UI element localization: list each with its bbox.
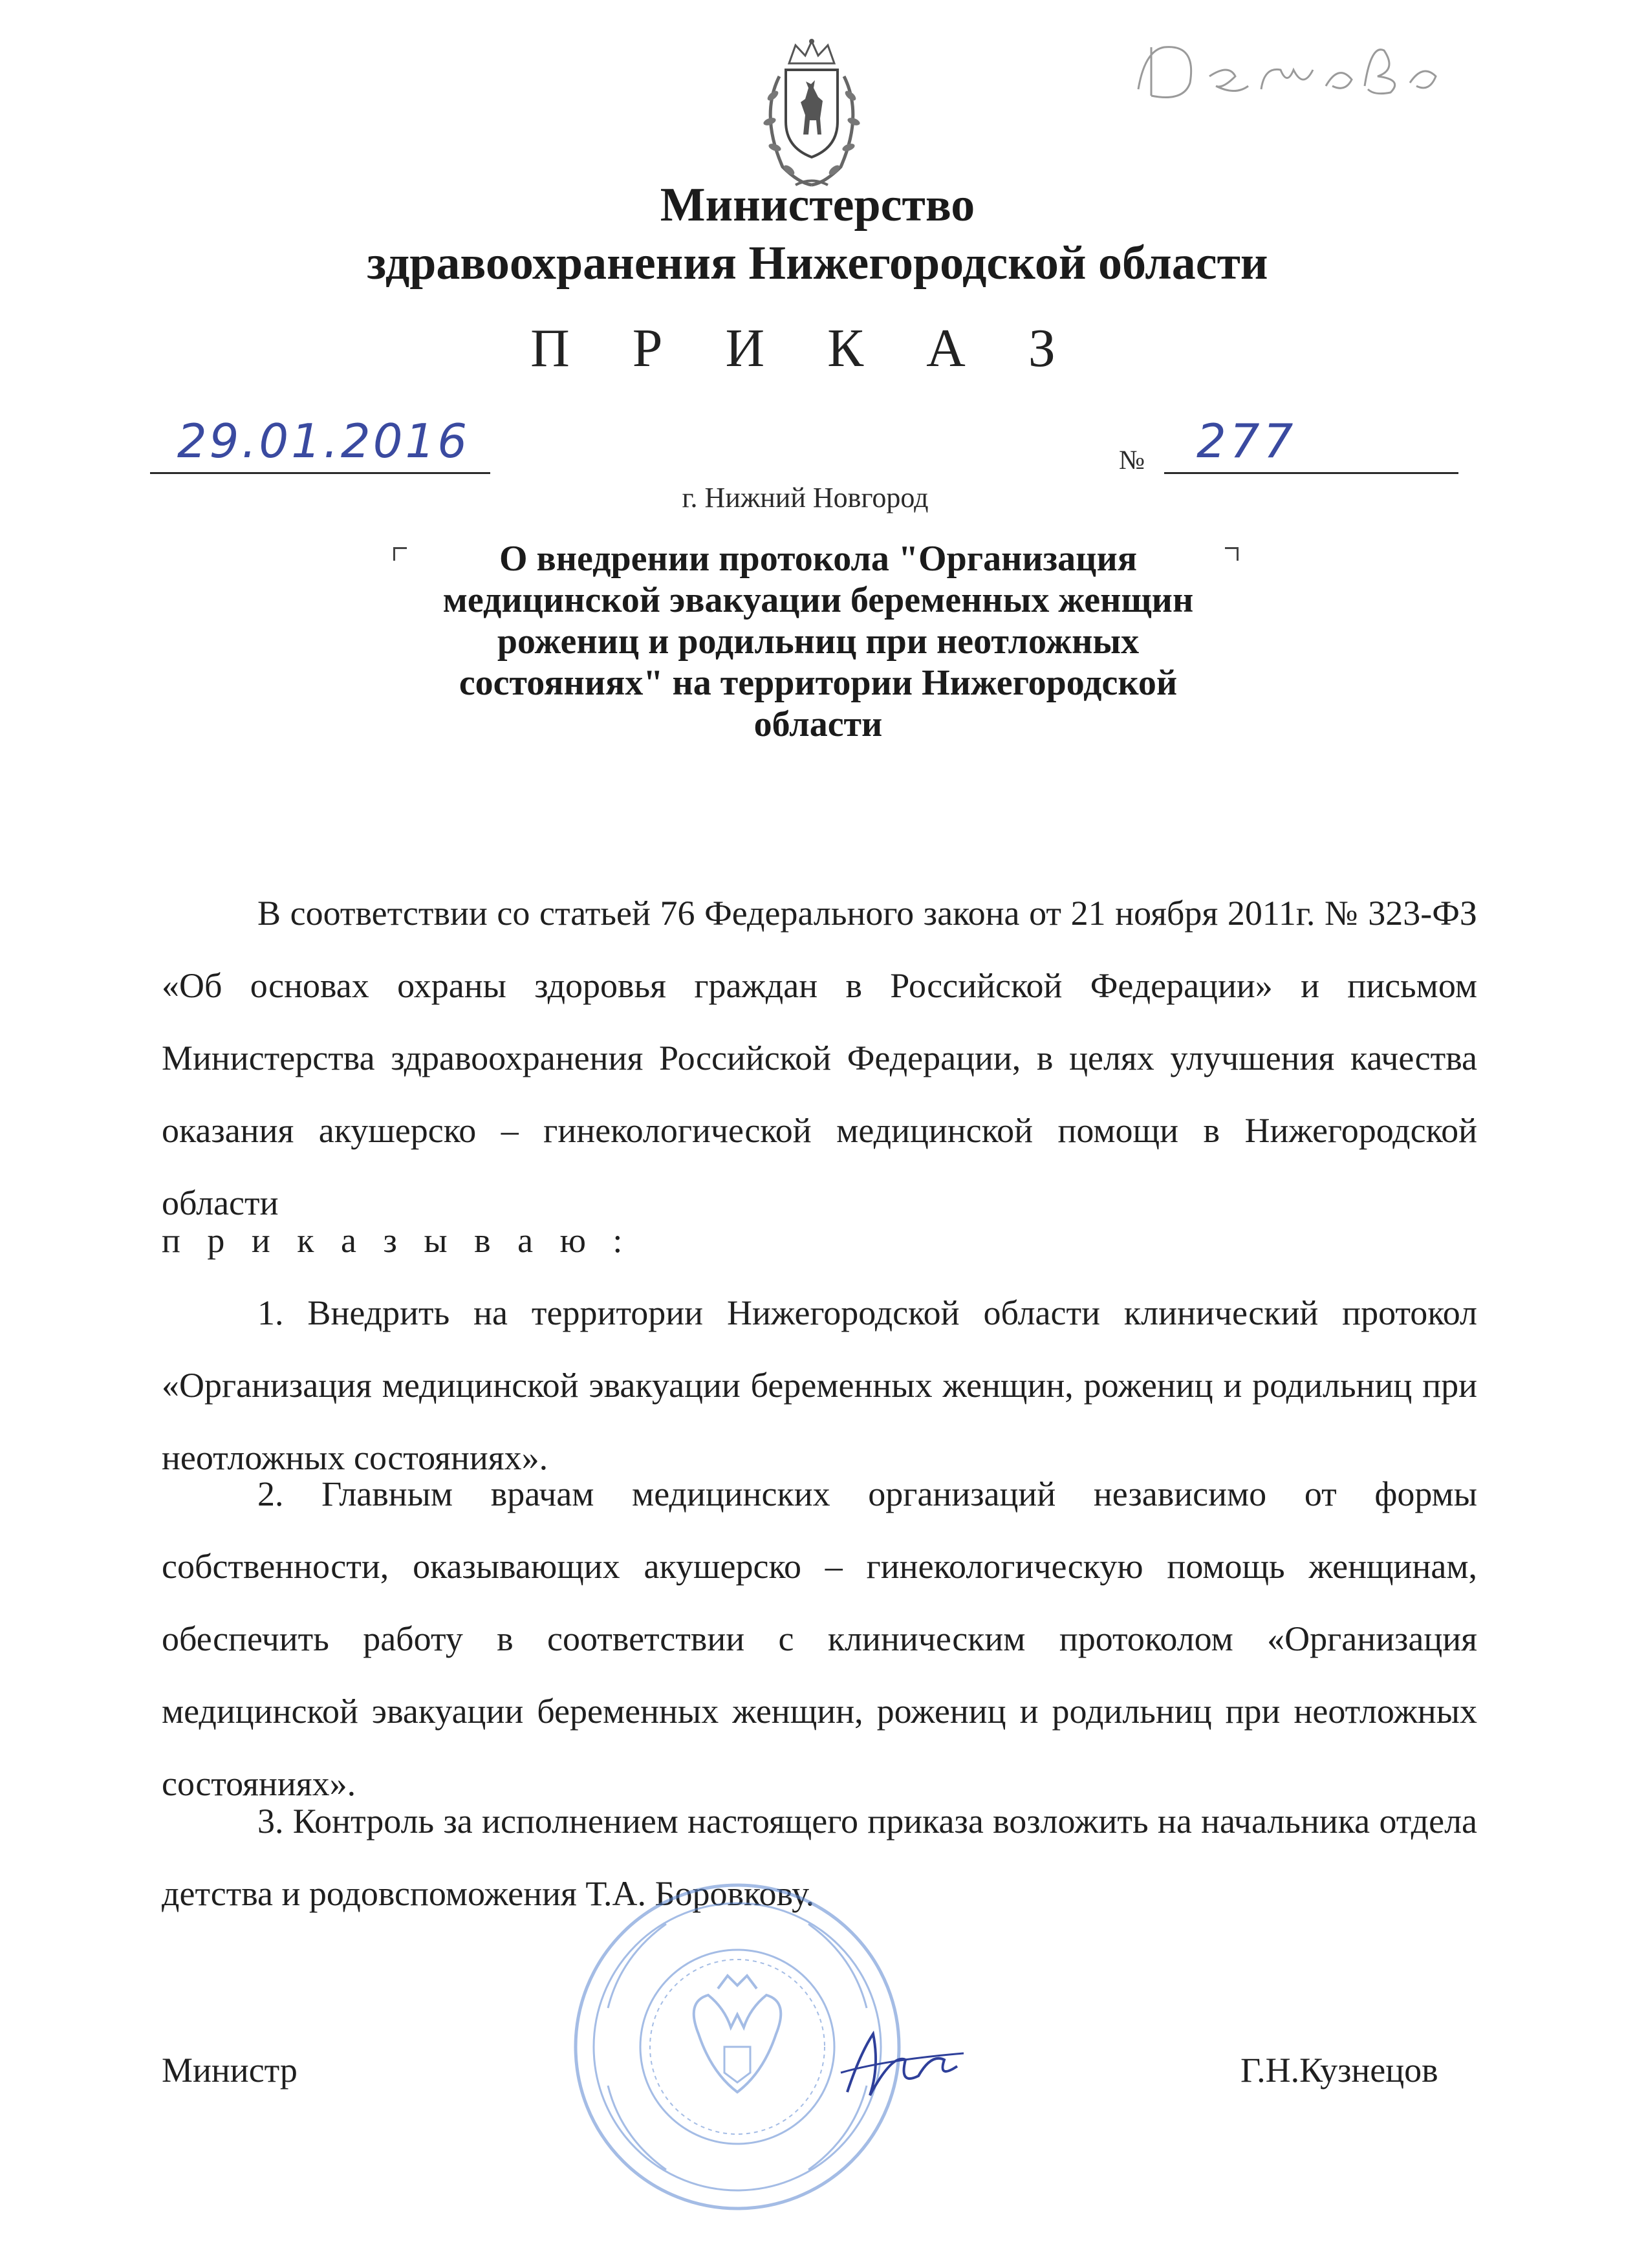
signer-name: Г.Н.Кузнецов [1240, 2051, 1438, 2090]
order-number: 277 [1196, 414, 1297, 468]
orders-word: п р и к а з ы в а ю : [162, 1221, 632, 1260]
coat-of-arms-icon [744, 38, 880, 193]
subject-line: состояниях" на территории Нижегородской [459, 663, 1178, 703]
ministry-name-line-2: здравоохранения Нижегородской области [367, 237, 1268, 290]
subject-line: рожениц и родильниц при неотложных [497, 621, 1140, 662]
subject-line: О внедрении протокола "Организация [499, 539, 1138, 579]
signature-icon [834, 2014, 970, 2111]
subject-line: области [753, 704, 883, 744]
order-item-3: 3. Контроль за исполнением настоящего приказа возложить на начальника отдела детства и родовспоможения Т.А. Боровкову. [162, 1802, 1477, 1913]
order-heading: П Р И К А З [530, 318, 1080, 378]
number-sign: № [1119, 446, 1145, 475]
city-name: г. Нижний Новгород [682, 482, 929, 513]
order-item-2: 2. Главным врачам медицинских организаций независимо от формы собственности, оказывающих акушерско – гинекологическую помощь женщинам, обеспечить работу в соответствии с клиническим протоколом «Организация медицинской эвакуации беременных женщин, рожениц и родильниц при неотложных состояниях». [162, 1474, 1477, 1803]
handwritten-note-icon [1125, 25, 1462, 122]
order-item-1: 1. Внедрить на территории Нижегородской области клинический протокол «Организация медицинской эвакуации беременных женщин, рожениц и родильниц при неотложных состояниях». [162, 1293, 1477, 1477]
order-date: 29.01.2016 [177, 414, 470, 468]
order-subject [401, 538, 1235, 745]
subject-line: медицинской эвакуации беременных женщин [442, 580, 1194, 620]
preamble-paragraph: В соответствии со статьей 76 Федерального закона от 21 ноября 2011г. № 323-ФЗ «Об основах охраны здоровья граждан в Российской Федерации» и письмом Министерства здравоохранения Российской Федерации, в целях улучшения качества оказания акушерско – гинекологической медицинской помощи в Нижегородской области [162, 894, 1477, 1222]
number-underline [1164, 472, 1458, 474]
date-underline [150, 472, 490, 474]
ministry-name-line-1: Министерство [660, 178, 975, 232]
signer-title: Министр [162, 2051, 298, 2090]
